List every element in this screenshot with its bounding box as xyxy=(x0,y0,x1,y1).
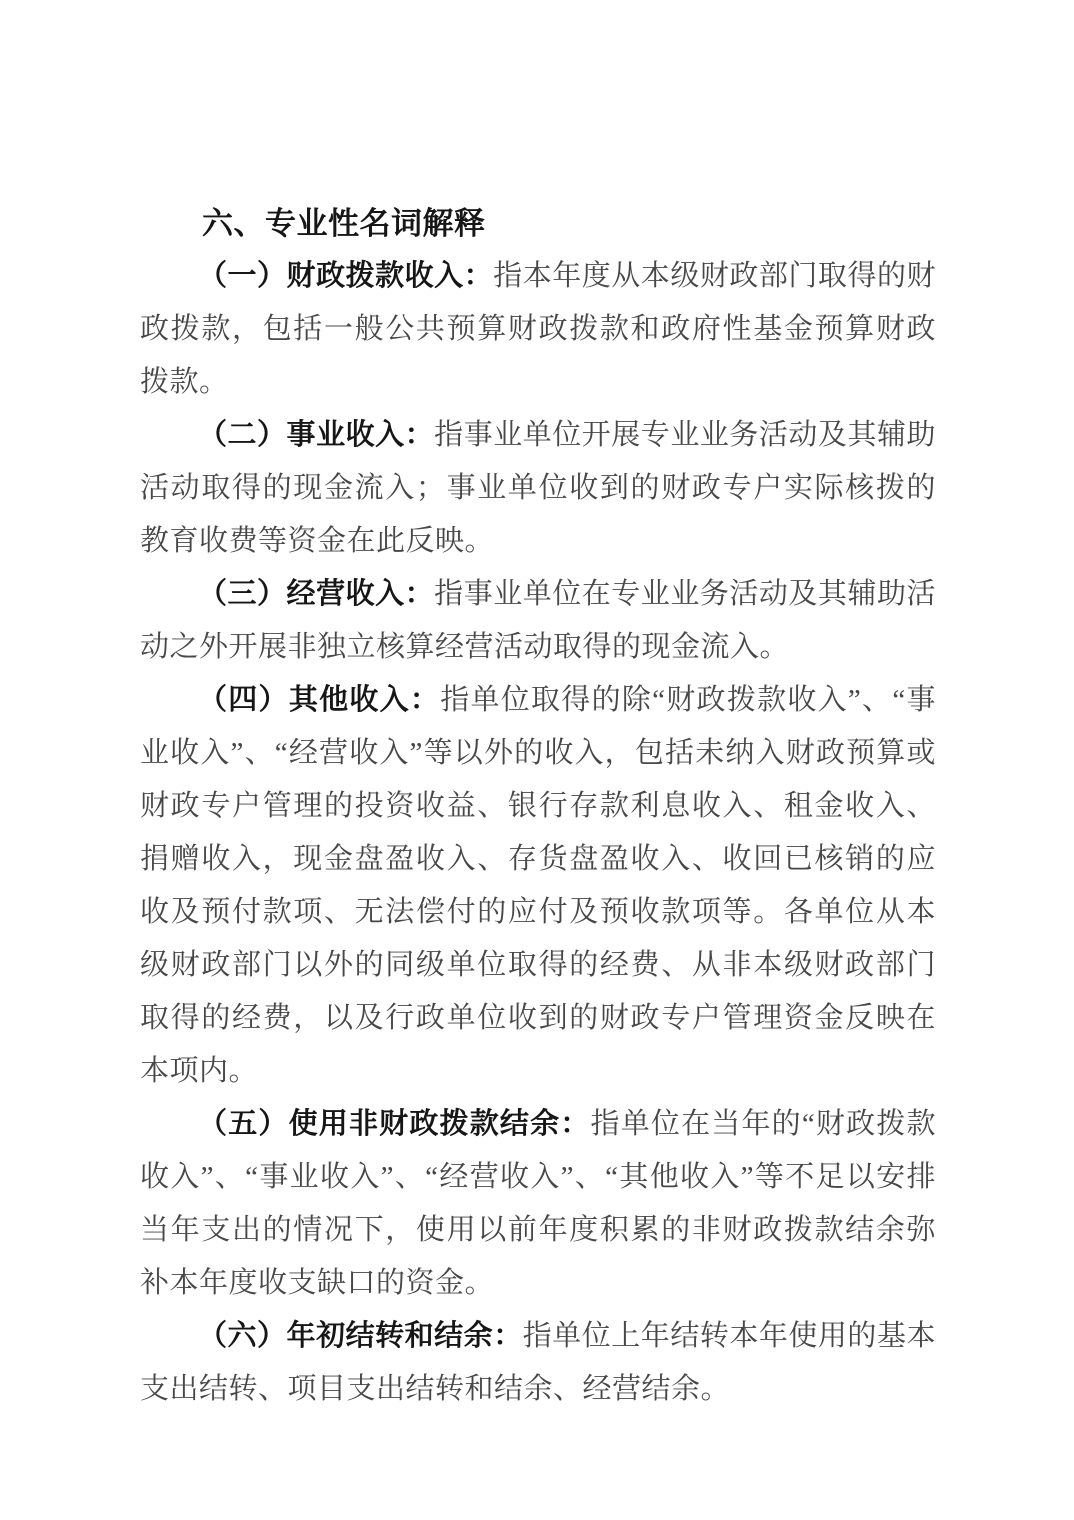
definition-paragraph-business-income xyxy=(140,568,936,674)
term-definition: 指单位取得的除“财政拨款收入”、“事业收入”、“经营收入”等以外的收入，包括未纳入财政预算或财政专户管理的投资收益、银行存款利息收入、租金收入、捐赠收入，现金盘盈收入、存货盘盈收入、收回已核销的应收及预付款项、无法偿付的应付及预收款项等。各单位从本级财政部门以外的同级单位取得的经费、从非本级财政部门取得的经费，以及行政单位收到的财政专户管理资金反映在本项内。 xyxy=(140,684,936,1087)
term-definition: 指单位上年结转本年使用的基本支出结转、项目支出结转和结余、经营结余。 xyxy=(140,1320,936,1405)
section-heading: 六、专业性名词解释 xyxy=(202,206,486,241)
term-label: （六）年初结转和结余： xyxy=(198,1320,523,1352)
term-label: （三）经营收入： xyxy=(198,578,435,610)
term-definition: 指事业单位在专业业务活动及其辅助活动之外开展非独立核算经营活动取得的现金流入。 xyxy=(140,578,936,663)
definition-paragraph-other-income xyxy=(140,674,936,1098)
term-definition: 指单位在当年的“财政拨款收入”、“事业收入”、“经营收入”、“其他收入”等不足以安排当年支出的情况下，使用以前年度积累的非财政拨款结余弥补本年度收支缺口的资金。 xyxy=(140,1108,936,1299)
definition-paragraph-fiscal-appropriation-income xyxy=(140,250,936,409)
term-label: （四）其他收入： xyxy=(198,684,441,716)
definition-paragraph-operating-income-public-institution xyxy=(140,409,936,568)
term-definition: 指事业单位开展专业业务活动及其辅助活动取得的现金流入；事业单位收到的财政专户实际核拨的教育收费等资金在此反映。 xyxy=(140,419,936,557)
definition-paragraph-use-of-non-fiscal-surplus xyxy=(140,1098,936,1310)
definition-paragraph-beginning-year-carryover xyxy=(140,1310,936,1416)
term-definition: 指本年度从本级财政部门取得的财政拨款，包括一般公共预算财政拨款和政府性基金预算财政拨款。 xyxy=(140,260,936,398)
term-label: （二）事业收入： xyxy=(198,419,435,451)
term-label: （一）财政拨款收入： xyxy=(198,260,494,292)
term-label: （五）使用非财政拨款结余： xyxy=(198,1108,591,1140)
document-content xyxy=(140,197,936,1416)
